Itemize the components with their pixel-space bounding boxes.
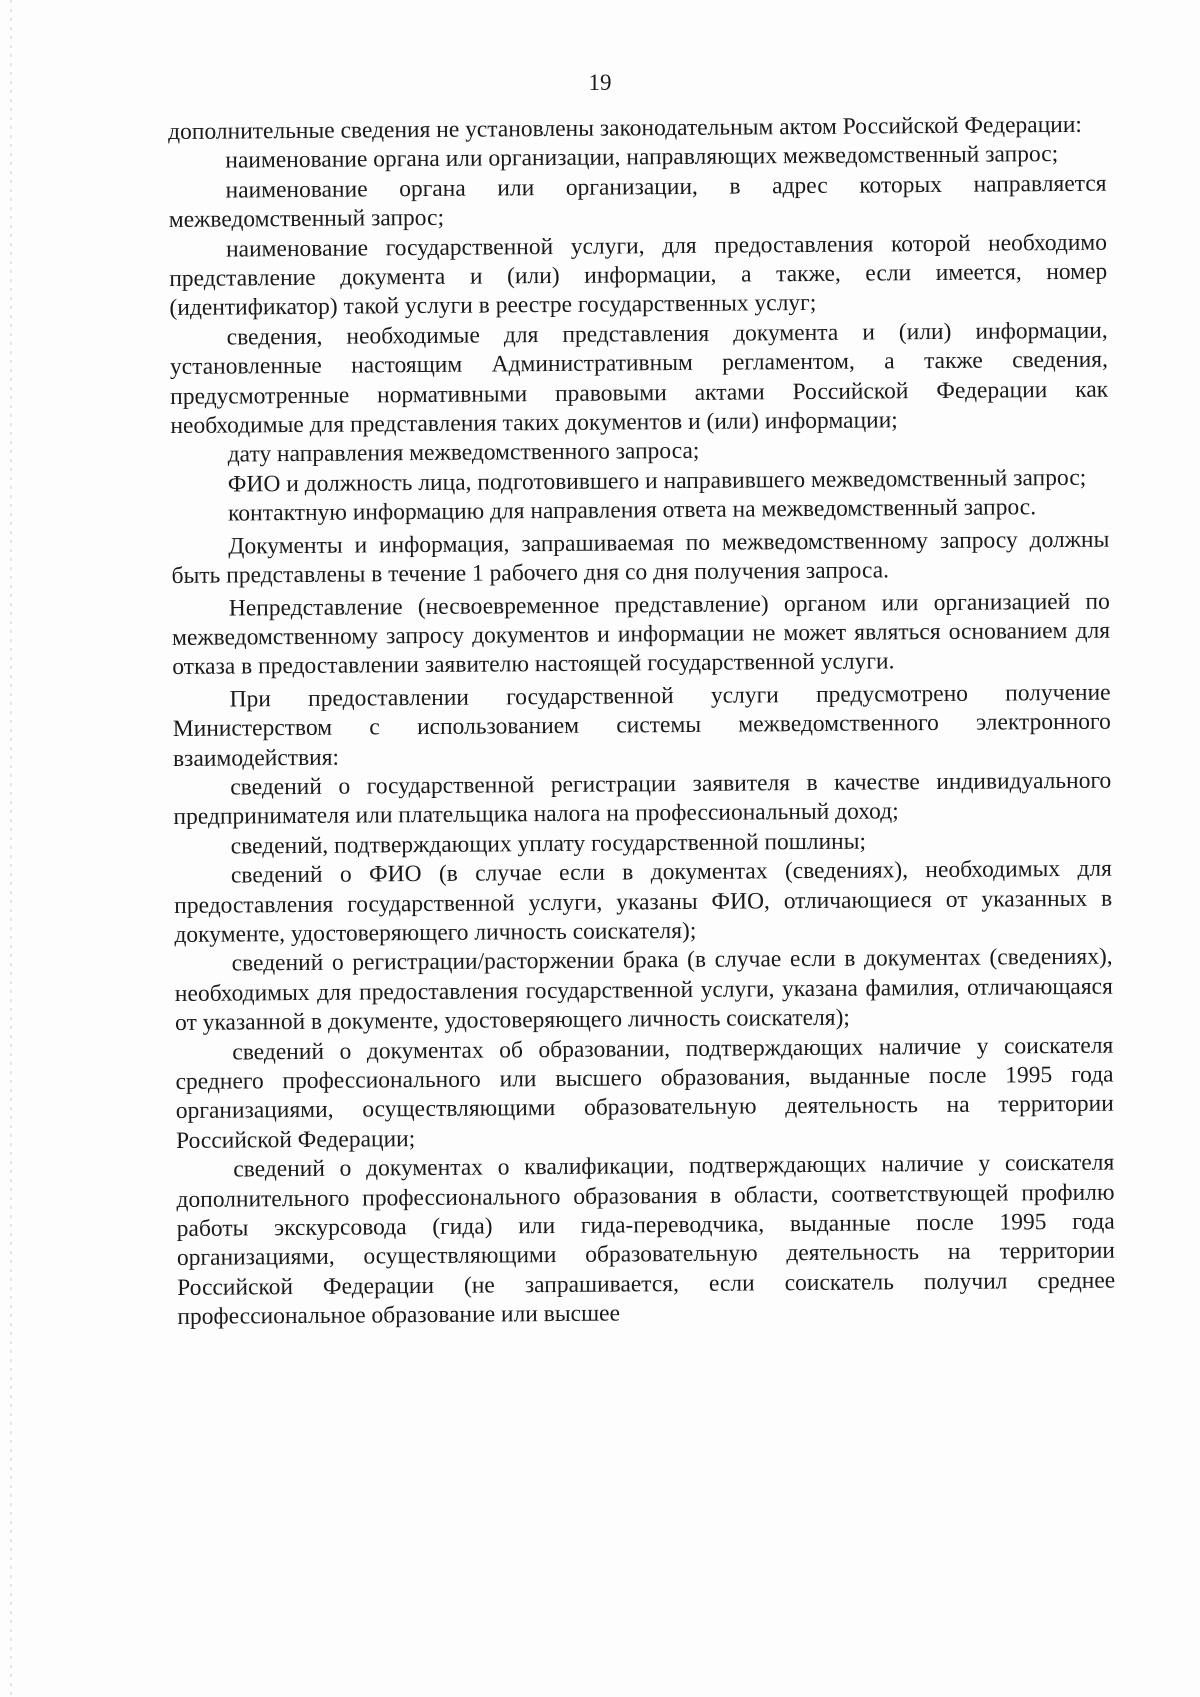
paragraph-continuation: дополнительные сведения не установлены законодательным актом Российской Федерации: [168, 111, 1083, 145]
paragraph-registration-info: сведений о государственной регистрации заявителя в качестве индивидуального предпринимателя или плательщика налога на профессиональный доход; [173, 767, 1112, 831]
paragraph-education-docs: сведений о документах об образовании, подтверждающих наличие у соискателя среднего профессионального или высшего образования, выданные после 1995 года организациями, осуществляющими образовательную деятельность на территории Российской Федерации; [175, 1032, 1114, 1154]
paragraph-service-name: наименование государственной услуги, для предоставления которой необходимо представление документа и (или) информации, а также, если имеется, номер (идентификатор) такой услуги в реестре государственных услуг; [169, 229, 1108, 322]
paragraph-qualification-docs: сведений о документах о квалификации, подтверждающих наличие у соискателя дополнительного профессионального образования в области, соответствующей профилю работы экскурсовода (гида) или гида-переводчика, выданные после 1995 года организациями, осуществляющими образовательную деятельность на территории Российской Федерации (не запрашивается, если соискатель получил среднее профессиональное образование или высшее [176, 1149, 1116, 1331]
paragraph-official-name: ФИО и должность лица, подготовившего и направившего межведомственный запрос; [227, 464, 1087, 498]
paragraph-recipient-body: наименование органа или организации, в адрес которых направляется межведомственный запрос; [168, 170, 1107, 234]
paragraph-full-name-info: сведений о ФИО (в случае если в документах (сведениях), необходимых для предоставления государственной услуги, указаны ФИО, отличающиеся от указанных в документе, удостоверяющего личность соискателя); [174, 855, 1113, 948]
paragraph-fee-payment: сведений, подтверждающих уплату государственной пошлины; [230, 828, 867, 860]
paragraph-non-submission: Непредставление (несвоевременное представление) органом или организацией по межведомственному запросу документов и информации не может являться основанием для отказа в предоставлении заявителю настоящей государственной услуги. [171, 588, 1111, 681]
scan-edge-artifact [10, 0, 12, 1697]
document-body [168, 111, 1116, 1333]
paragraph-interagency-system: При предоставлении государственной услуги предусмотрено получение Министерством с использованием системы межведомственного электронного взаимодействия: [172, 679, 1111, 772]
page-number: 19 [588, 70, 612, 95]
paragraph-response-deadline: Документы и информация, запрашиваемая по межведомственному запросу должны быть представлены в течение 1 рабочего дня со дня получения запроса. [171, 526, 1110, 590]
paragraph-request-date: дату направления межведомственного запроса; [227, 438, 700, 469]
paragraph-marriage-info: сведений о регистрации/расторжении брака (в случае если в документах (сведениях), необходимых для предоставления государственной услуги, указана фамилия, отличающаяся от указанной в документе, удостоверяющего личность соискателя); [174, 943, 1113, 1037]
paragraph-required-info: сведения, необходимые для представления документа и (или) информации, установленные настоящим Административным регламентом, а также сведения, предусмотренные нормативными правовыми актами Российской Федерации как необходимые для представления таких документов и (или) информации; [169, 317, 1109, 440]
paragraph-requesting-body: наименование органа или организации, направляющих межведомственный запрос; [225, 141, 1059, 174]
paragraph-contact-info: контактную информацию для направления ответа на межведомственный запрос. [228, 494, 1037, 527]
